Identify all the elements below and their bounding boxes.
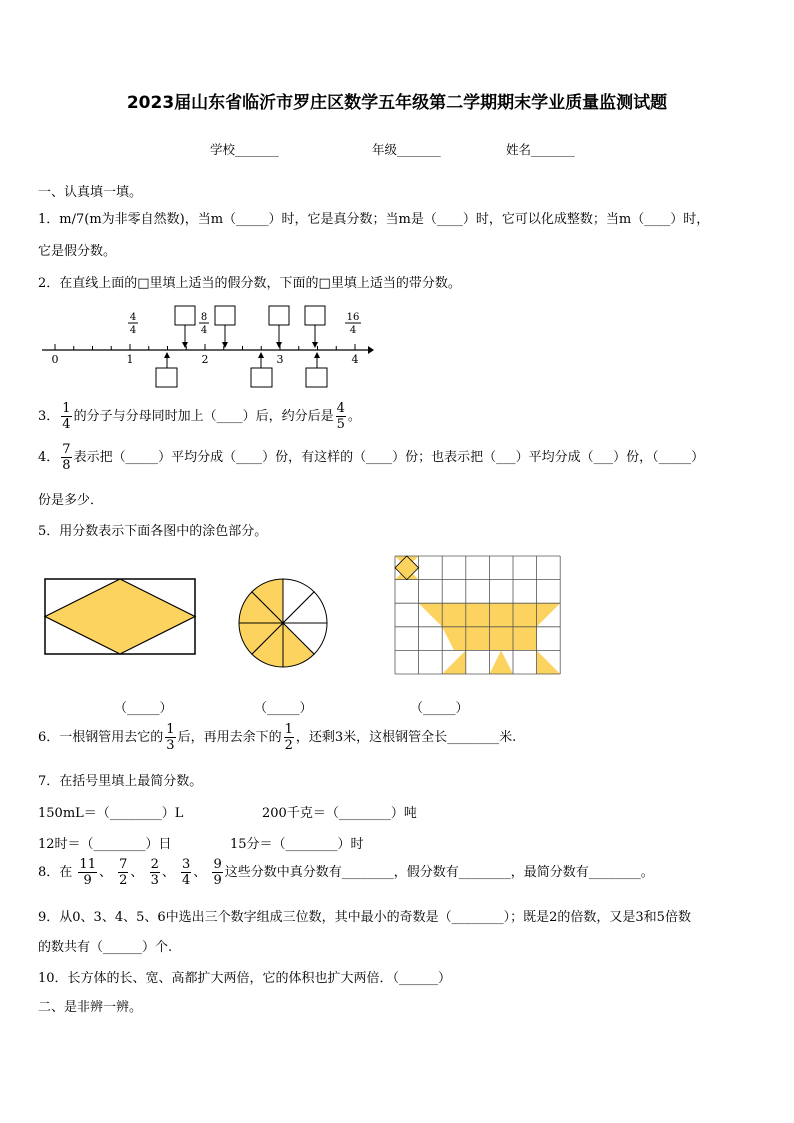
- q8-fraction-2-3: $\frac{2}{3}$: [150, 857, 159, 888]
- q4-fraction-7-8: $\frac{7}{8}$: [62, 442, 71, 473]
- q5-blank-3: （_____）: [410, 701, 469, 716]
- page-title: 2023届山东省临沂市罗庄区数学五年级第二学期期末学业质量监测试题: [126, 93, 668, 113]
- q7-c: 12时＝（________）日: [38, 837, 172, 852]
- tick-label-0: 0: [51, 353, 59, 366]
- grade-field: 年级_______: [372, 142, 441, 157]
- answer-box-top-4: [305, 306, 325, 325]
- tick-label-1: 1: [126, 353, 134, 366]
- tick-label-2: 2: [201, 353, 209, 366]
- q3-line: 3． $\frac{1}{4}$ 的分子与分母同时加上（____）后，约分后是 $\frac{4}{5}$ 。: [38, 401, 361, 432]
- q9-line1: 9．从0、3、4、5、6中选出三个数字组成三位数，其中最小的奇数是（________）；既是2的倍数，又是3和5倍数: [38, 910, 691, 925]
- q3-fraction-4-5: $\frac{4}{5}$: [336, 401, 345, 432]
- answer-box-top-1: [175, 306, 195, 325]
- q5-figures: [38, 550, 568, 685]
- q7-b: 200千克＝（________）吨: [262, 806, 417, 821]
- frac-8-4-num: 8: [200, 312, 208, 323]
- frac-16-4-num: 16: [346, 312, 360, 323]
- answer-box-top-3: [269, 306, 289, 325]
- frac-8-4-den: 4: [200, 325, 208, 336]
- q4-line1: 4． $\frac{7}{8}$ 表示把（_____）平均分成（____）份，有这样的（____）份；也表示把（___）平均分成（___）份，（_____）: [38, 442, 705, 473]
- answer-box-top-2: [215, 306, 235, 325]
- q7-text: 7．在括号里填上最简分数。: [38, 774, 203, 789]
- frac-4-4-num: 4: [129, 312, 137, 323]
- q3-fraction-1-4: $\frac{1}{4}$: [62, 401, 71, 432]
- q4-line2: 份是多少．: [38, 493, 104, 508]
- q7-d: 15分＝（________）时: [230, 837, 364, 852]
- q8-fraction-7-2: $\frac{7}{2}$: [119, 857, 128, 888]
- q5-blank-1: （_____）: [114, 701, 173, 716]
- q5-text: 5．用分数表示下面各图中的涂色部分。: [38, 524, 268, 539]
- section-1-heading: 一、认真填一填。: [38, 185, 143, 200]
- answer-box-bottom-1: [156, 368, 177, 387]
- tick-label-4: 4: [351, 353, 359, 366]
- tick-label-3: 3: [276, 353, 284, 366]
- q8-fraction-3-4: $\frac{3}{4}$: [182, 857, 191, 888]
- name-field: 姓名_______: [506, 142, 575, 157]
- q2-text: 2．在直线上面的□里填上适当的假分数，下面的□里填上适当的带分数。: [38, 276, 461, 291]
- q6-fraction-1-3: $\frac{1}{3}$: [166, 722, 175, 753]
- school-field: 学校_______: [210, 142, 279, 157]
- number-line-figure: [38, 300, 378, 392]
- q8-fraction-9-9: $\frac{9}{9}$: [213, 857, 222, 888]
- frac-4-4-den: 4: [129, 325, 137, 336]
- q6-fraction-1-2: $\frac{1}{2}$: [284, 722, 293, 753]
- grid-figure: [395, 556, 560, 674]
- circle-figure: [239, 579, 327, 667]
- q7-a: 150mL＝（________）L: [38, 806, 184, 821]
- q6-line: 6．一根钢管用去它的 $\frac{1}{3}$ 后，再用去余下的 $\frac{1}{2}$ ，还剩3米，这根钢管全长________米.: [38, 722, 517, 753]
- frac-16-4-den: 4: [349, 325, 357, 336]
- q8-fraction-11-9: $\frac{11}{9}$: [79, 857, 96, 888]
- rhombus-figure: [45, 579, 195, 654]
- q1-line1: 1．m/7(m为非零自然数)，当m（_____）时，它是真分数；当m是（____）时，它可以化成整数；当m（____）时，: [38, 212, 710, 227]
- q10-line: 10．长方体的长、宽、高都扩大两倍，它的体积也扩大两倍．（______）: [38, 971, 452, 986]
- q1-line2: 它是假分数。: [38, 244, 117, 259]
- q8-line: 8．在 $\frac{11}{9}$ 、 $\frac{7}{2}$ 、 $\frac{2}{3}$ 、 $\frac{3}{4}$ 、 $\frac{9}{9}$ 这些分数中真分数有________，假分数有________，最简分数有________。: [38, 857, 654, 888]
- q5-blank-2: （_____）: [254, 701, 313, 716]
- answer-box-bottom-3: [306, 368, 327, 387]
- section-2-heading: 二、是非辨一辨。: [38, 1000, 143, 1015]
- answer-box-bottom-2: [251, 368, 272, 387]
- q9-line2: 的数共有（______）个.: [38, 940, 173, 955]
